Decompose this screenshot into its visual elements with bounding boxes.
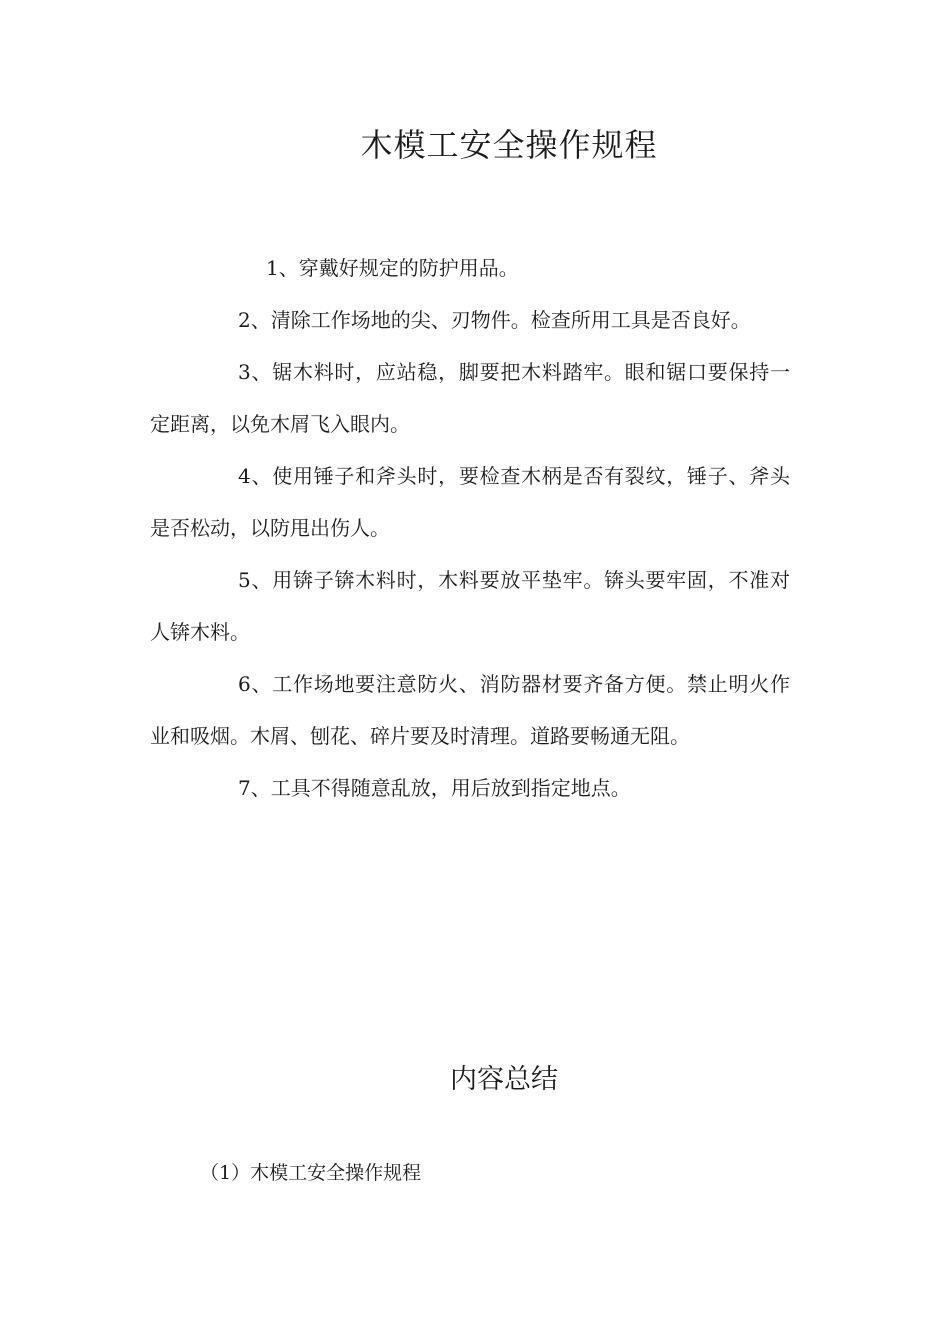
document-body	[150, 242, 790, 814]
rule-item-5: 5、用锛子锛木料时，木料要放平垫牢。锛头要牢固，不准对人锛木料。	[150, 568, 790, 644]
rule-item-1: 1、穿戴好规定的防护用品。	[266, 256, 519, 280]
rule-item-7: 7、工具不得随意乱放，用后放到指定地点。	[238, 776, 631, 800]
rule-item-6: 6、工作场地要注意防火、消防器材要齐备方便。禁止明火作业和吸烟。木屑、刨花、碎片要及时清理。道路要畅通无阻。	[150, 672, 790, 748]
document-title: 木模工安全操作规程	[360, 126, 658, 164]
rule-item-3: 3、锯木料时，应站稳，脚要把木料踏牢。眼和锯口要保持一定距离，以免木屑飞入眼内。	[150, 360, 790, 436]
rule-item-4: 4、使用锤子和斧头时，要检查木柄是否有裂纹，锤子、斧头是否松动，以防甩出伤人。	[150, 464, 790, 540]
rule-item-2: 2、清除工作场地的尖、刃物件。检查所用工具是否良好。	[238, 308, 751, 332]
summary-item: （1）木模工安全操作规程	[200, 1162, 422, 1184]
summary-title: 内容总结	[450, 1064, 558, 1095]
